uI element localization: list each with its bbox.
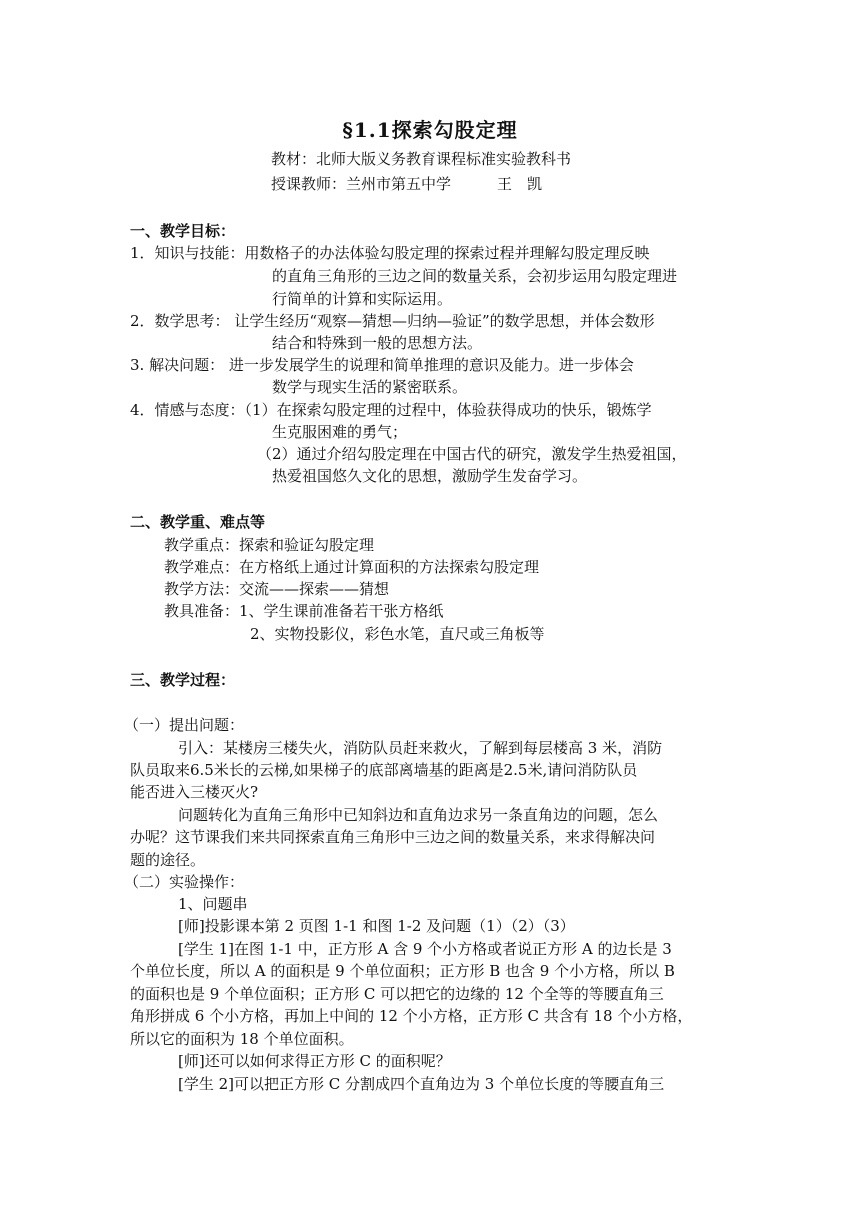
teacher-line [271,174,542,194]
paragraph-line: 的面积也是 9 个单位面积；正方形 C 可以把它的边缘的 12 个全等的等腰直角三 [130,985,664,1003]
page-title: §1.1探索勾股定理 [342,118,518,142]
objective-1-cont: 行简单的计算和实际运用。 [272,290,453,308]
keypoint-focus: 教学重点：探索和验证勾股定理 [164,536,375,554]
objective-3: 3. 解决问题： 进一步发展学生的说理和简单推理的意识及能力。进一步体会 [130,356,634,374]
paragraph-line: 办呢？这节课我们来共同探索直角三角形中三边之间的数量关系，来求得解决问 [130,828,656,846]
objective-4-cont: （2）通过介绍勾股定理在中国古代的研究，激发学生热爱祖国， [257,445,687,463]
process-part-2: （二）实验操作： [124,873,245,891]
paragraph-line: [学生 1]在图 1-1 中，正方形 A 含 9 个小方格或者说正方形 A 的边长是 3 [178,940,672,958]
paragraph-line: 能否进入三楼灭火? [130,783,259,801]
objective-2: 2．数学思考： 让学生经历“观察—猜想—归纳—验证”的数学思想，并体会数形 [130,312,655,330]
objective-3-cont: 数学与现实生活的紧密联系。 [272,378,468,396]
paragraph-line: 队员取来6.5米长的云梯,如果梯子的底部离墙基的距离是2.5米,请问消防队员 [130,761,638,779]
paragraph-line: [师]还可以如何求得正方形 C 的面积呢？ [178,1052,451,1070]
paragraph-line: [学生 2]可以把正方形 C 分割成四个直角边为 3 个单位长度的等腰直角三 [178,1075,665,1093]
paragraph-line: 1、问题串 [178,895,248,913]
paragraph-line: 个单位长度，所以 A 的面积是 9 个单位面积；正方形 B 也含 9 个小方格，所以 B [130,962,675,980]
paragraph-line: [师]投影课本第 2 页图 1-1 和图 1-2 及问题（1）（2）（3） [178,917,575,935]
textbook-line: 教材：北师大版义务教育课程标准实验教科书 [271,150,572,168]
keypoint-method: 教学方法：交流——探索——猜想 [164,580,390,598]
objective-1-cont: 的直角三角形的三边之间的数量关系，会初步运用勾股定理进 [272,267,678,285]
objective-4-cont: 生克服困难的勇气； [272,423,408,441]
keypoint-tools-cont: 2、实物投影仪，彩色水笔，直尺或三角板等 [250,625,545,643]
section-heading-objectives: 一、教学目标： [130,222,236,240]
objective-1: 1．知识与技能：用数格子的办法体验勾股定理的探索过程并理解勾股定理反映 [130,244,650,262]
keypoint-tools: 教具准备：1、学生课前准备若干张方格纸 [164,602,444,620]
process-part-1: （一）提出问题： [124,716,245,734]
section-heading-process: 三、教学过程： [130,671,236,689]
teacher-name: 王 凯 [497,175,543,193]
objective-2-cont: 结合和特殊到一般的思想方法。 [272,334,483,352]
objective-4: 4．情感与态度：（1）在探索勾股定理的过程中，体验获得成功的快乐，锻炼学 [130,401,652,419]
paragraph-line: 引入：某楼房三楼失火，消防队员赶来救火，了解到每层楼高 3 米，消防 [178,739,663,757]
objective-4-cont: 热爱祖国悠久文化的思想，激励学生发奋学习。 [272,467,588,485]
paragraph-line: 题的途径。 [130,851,206,869]
paragraph-line: 所以它的面积为 18 个单位面积。 [130,1030,354,1048]
paragraph-line: 问题转化为直角三角形中已知斜边和直角边求另一条直角边的问题，怎么 [178,806,659,824]
section-heading-keypoints: 二、教学重、难点等 [130,513,266,531]
paragraph-line: 角形拼成 6 个小方格，再加上中间的 12 个小方格，正方形 C 共含有 18 个小方格， [130,1007,693,1025]
teacher-label: 授课教师：兰州市第五中学 [271,175,452,193]
keypoint-difficulty: 教学难点：在方格纸上通过计算面积的方法探索勾股定理 [164,558,540,576]
